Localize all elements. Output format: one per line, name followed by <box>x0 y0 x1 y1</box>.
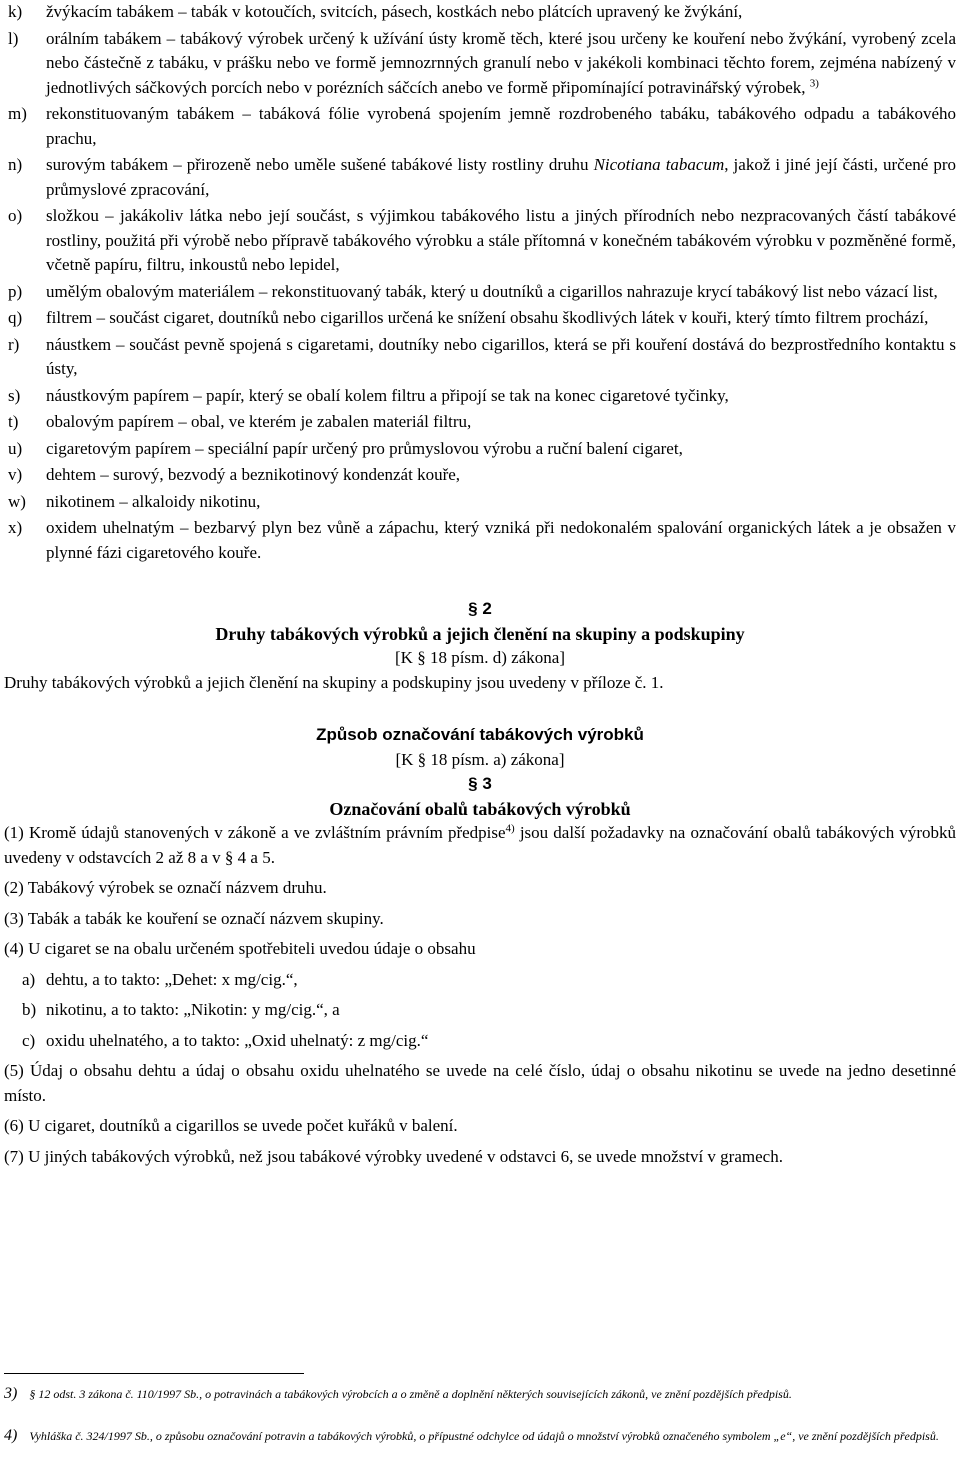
species-name: Nicotiana tabacum <box>593 155 725 174</box>
footnote-text: § 12 odst. 3 zákona č. 110/1997 Sb., o potravinách a tabákových výrobcích a o změně a doplnění některých souvisejících zákonů, ve znění pozdějších předpisů. <box>29 1387 792 1401</box>
section-3-paragraph-6: (6) U cigaret, doutníků a cigarillos se uvede počet kuřáků v balení. <box>4 1116 458 1135</box>
definitions-list <box>4 0 956 565</box>
paragraph-text: jsou další požadavky na označování obalů tabákových výrobků uvedeny v odstavcích 2 až 8 a v § 4 a 5. <box>4 823 956 867</box>
paragraph-4-item-b <box>4 998 956 1023</box>
definition-text: obalovým papírem – obal, ve kterém je zabalen materiál filtru, <box>46 412 472 431</box>
section-3-paragraph-1 <box>4 821 956 870</box>
part-heading <box>4 723 956 772</box>
definition-p <box>4 280 956 305</box>
definition-letter: s) <box>8 385 21 405</box>
definition-letter: x) <box>8 518 23 537</box>
definition-w <box>4 490 956 515</box>
definition-letter: o) <box>8 206 23 225</box>
definition-text: náustkovým papírem – papír, který se obalí kolem filtru a připojí se tak na konec cigaretové tyčinky, <box>46 385 729 405</box>
section-3 <box>4 772 956 821</box>
footnote-number: 4) <box>4 1427 18 1444</box>
definition-k <box>4 0 956 25</box>
definition-letter: w) <box>8 491 26 511</box>
definition-o <box>4 204 956 278</box>
definition-letter: t) <box>8 412 19 431</box>
footnote-4 <box>4 1428 954 1444</box>
section-2-body: Druhy tabákových výrobků a jejich členění na skupiny a podskupiny jsou uvedeny v příloze č. 1. <box>4 672 664 692</box>
document-page <box>4 0 956 1175</box>
section-3-paragraph-3: (3) Tabák a tabák ke kouření se označí názvem skupiny. <box>4 908 384 928</box>
definition-m <box>4 102 956 151</box>
definition-v <box>4 463 956 488</box>
paragraph-4-item-a <box>4 968 956 993</box>
definition-n <box>4 153 956 202</box>
definition-u <box>4 437 956 462</box>
section-2-title: Druhy tabákových výrobků a jejich členění na skupiny a podskupiny <box>215 623 745 644</box>
definition-letter: q) <box>8 308 23 327</box>
definition-text: náustkem – součást pevně spojená s cigaretami, doutníky nebo cigarillos, která se při kouření dostává do bezprostředního kontaktu s ústy, <box>46 334 956 378</box>
section-3-sign: § 3 <box>468 774 492 793</box>
definition-x <box>4 516 956 565</box>
definition-letter: n) <box>8 155 23 174</box>
paragraph-text: (1) Kromě údajů stanovených v zákoně a ve zvláštním právním předpise <box>4 823 506 842</box>
footnote-3 <box>4 1386 954 1402</box>
definition-text: surovým tabákem – přirozeně nebo uměle sušené tabákové listy rostliny druhu <box>46 155 594 174</box>
definition-letter: v) <box>8 465 23 484</box>
part-heading-title: Způsob označování tabákových výrobků <box>316 725 644 744</box>
item-letter: c) <box>22 1030 36 1050</box>
item-text: nikotinu, a to takto: „Nikotin: y mg/cig.“, a <box>46 1000 340 1019</box>
section-2-sign: § 2 <box>468 599 492 618</box>
definition-t <box>4 410 956 435</box>
item-letter: a) <box>22 969 36 989</box>
definition-text: orálním tabákem – tabákový výrobek určený k užívání ústy kromě těch, které jsou určeny ke kouření nebo žvýkání, vyrobený zcela nebo částečně z tabáku, v prášku nebo ve formě jemnozrnných granulí nebo v jakékoli kombinaci těchto forem, zejména nabízený v jednotlivých sáčkových porcích nebo v porézních sáčcích anebo ve formě připomínající potravinářský výrobek, <box>46 28 956 97</box>
section-3-title: Označování obalů tabákových výrobků <box>329 798 631 819</box>
definition-text: filtrem – součást cigaret, doutníků nebo cigarillos určená ke snížení obsahu škodlivých látek v kouři, který tímto filtrem prochází, <box>46 308 929 327</box>
item-text: oxidu uhelnatého, a to takto: „Oxid uhelnatý: z mg/cig.“ <box>46 1030 429 1050</box>
definition-text: oxidem uhelnatým – bezbarvý plyn bez vůně a zápachu, který vzniká při nedokonalém spalování organických látek a je obsažen v plynné fázi cigaretového kouře. <box>46 518 956 562</box>
footnote-separator <box>4 1373 304 1374</box>
footnote-ref: 4) <box>505 822 515 835</box>
section-2 <box>4 597 956 671</box>
definition-text: dehtem – surový, bezvodý a beznikotinový kondenzát kouře, <box>46 465 461 484</box>
item-letter: b) <box>22 1000 37 1019</box>
footnote-number: 3) <box>4 1385 18 1402</box>
section-2-reference: [K § 18 písm. d) zákona] <box>395 648 565 667</box>
definition-letter: u) <box>8 438 23 458</box>
definition-text: žvýkacím tabákem – tabák v kotoučích, svitcích, pásech, kostkách nebo plátcích upravený ke žvýkání, <box>46 2 743 21</box>
item-text: dehtu, a to takto: „Dehet: x mg/cig.“, <box>46 969 298 989</box>
definition-text: rekonstituovaným tabákem – tabáková fólie vyrobená spojením jemně rozdrobeného tabáku, tabákového odpadu a tabákového prachu, <box>46 104 956 148</box>
paragraph-4-item-c <box>4 1029 956 1054</box>
part-heading-reference: [K § 18 písm. a) zákona] <box>395 749 565 769</box>
definition-letter: l) <box>8 28 19 48</box>
definition-letter: k) <box>8 2 23 21</box>
definition-letter: m) <box>8 104 27 123</box>
definition-letter: r) <box>8 334 20 354</box>
definition-letter: p) <box>8 281 23 301</box>
definition-text: cigaretovým papírem – speciální papír určený pro průmyslovou výrobu a ruční balení cigaret, <box>46 438 683 458</box>
definition-s <box>4 384 956 409</box>
definition-text: složkou – jakákoliv látka nebo její součást, s výjimkou tabákového listu a jiných přírodních nebo nezpracovaných částí tabákové rostliny, použitá při výrobě nebo přípravě tabákového výrobku a stále přítomná v konečném tabákovém výrobku v pozměněné formě, včetně papíru, filtru, inkoustů nebo lepidel, <box>46 206 956 274</box>
definition-text: nikotinem – alkaloidy nikotinu, <box>46 491 261 511</box>
definition-text: umělým obalovým materiálem – rekonstituovaný tabák, který u doutníků a cigarillos nahrazuje krycí tabákový list nebo vázací list, <box>46 281 938 301</box>
section-3-paragraph-2: (2) Tabákový výrobek se označí názvem druhu. <box>4 878 327 897</box>
footnote-ref: 3) <box>809 76 819 89</box>
footnote-text: Vyhláška č. 324/1997 Sb., o způsobu označování potravin a tabákových výrobků, o přípustné odchylce od údajů o množství výrobků označeného symbolem „e“, ve znění pozdějších předpisů. <box>29 1429 939 1443</box>
section-3-paragraph-7: (7) U jiných tabákových výrobků, než jsou tabákové výrobky uvedené v odstavci 6, se uvede množství v gramech. <box>4 1146 783 1166</box>
section-3-paragraph-5: (5) Údaj o obsahu dehtu a údaj o obsahu oxidu uhelnatého se uvede na celé číslo, údaj o obsahu nikotinu se uvede na jedno desetinné místo. <box>4 1061 956 1105</box>
section-3-paragraph-4: (4) U cigaret se na obalu určeném spotřebiteli uvedou údaje o obsahu <box>4 939 476 958</box>
definition-l <box>4 27 956 101</box>
definition-text: , jakož i jiné její části, určené pro průmyslové zpracování, <box>46 155 957 199</box>
definition-q <box>4 306 956 331</box>
definition-r <box>4 333 956 382</box>
